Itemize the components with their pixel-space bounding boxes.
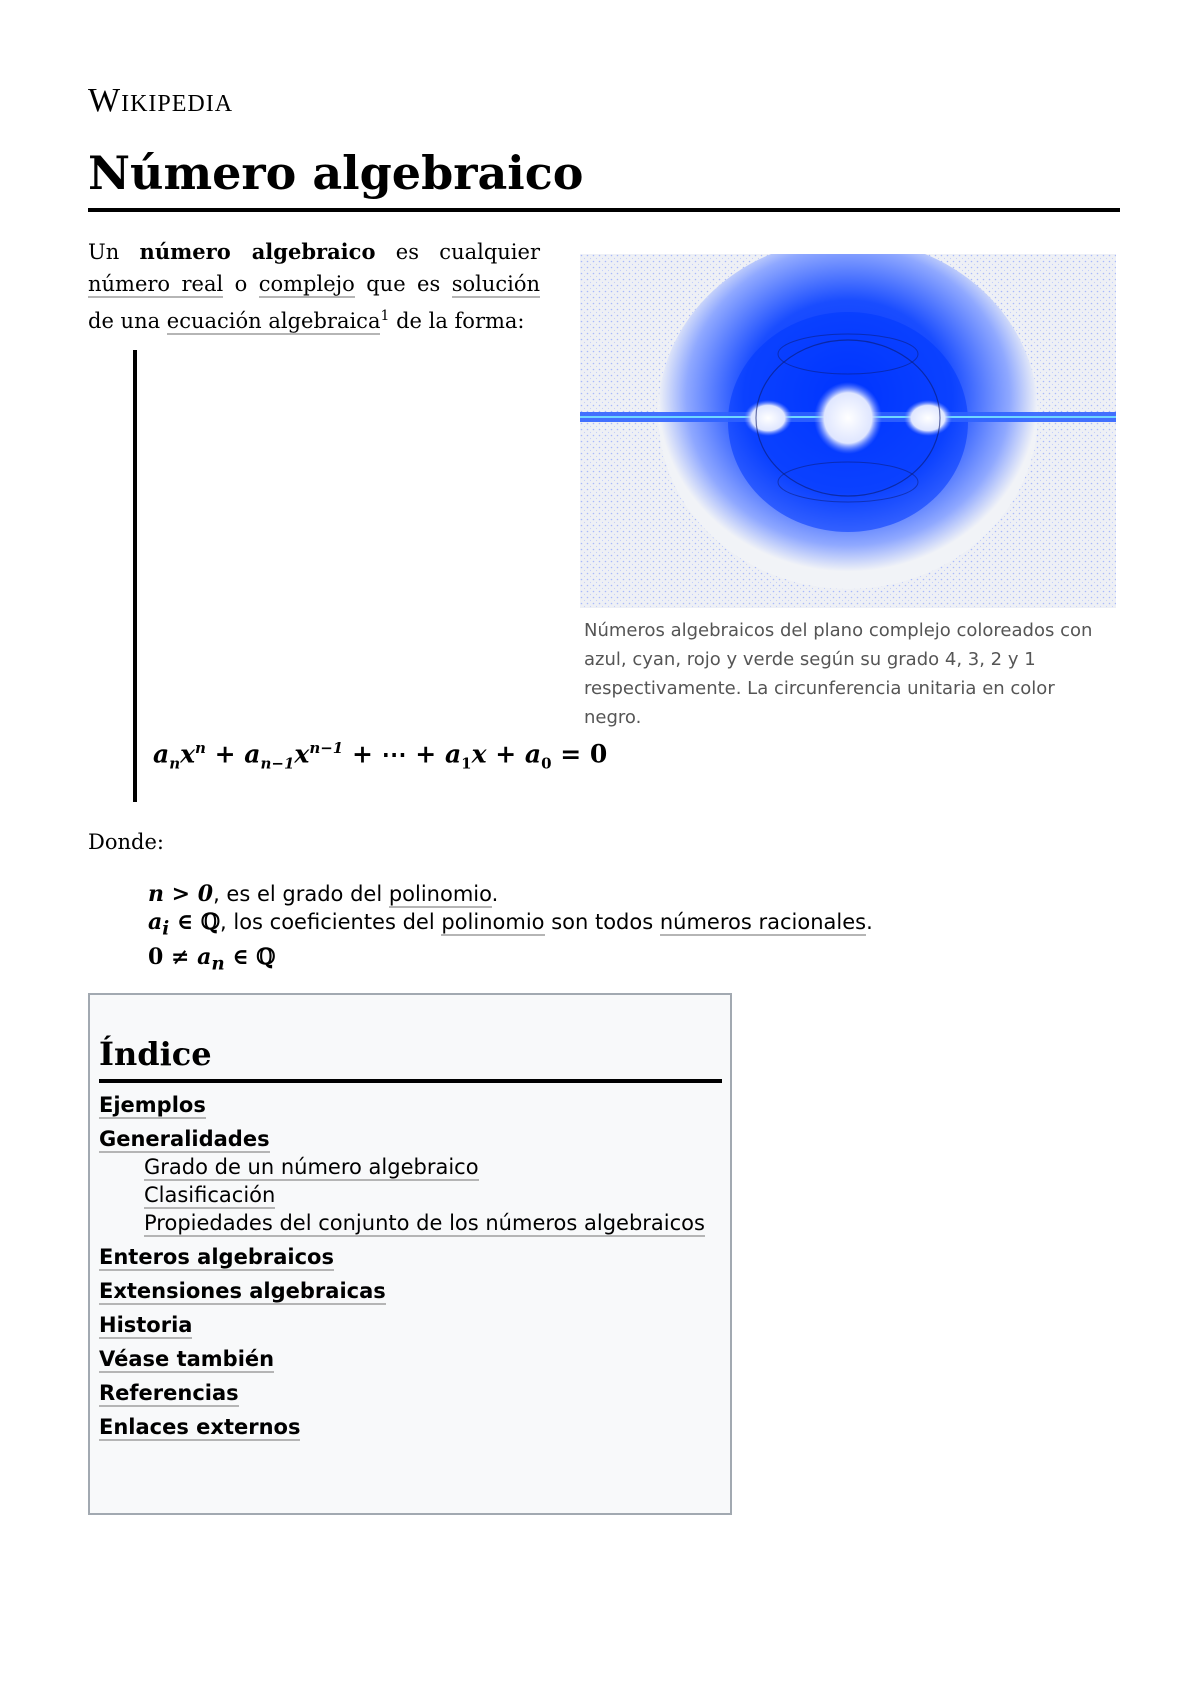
formula-symbol: n−1 xyxy=(309,738,344,757)
math-symbol: ∈ ℚ xyxy=(169,909,221,935)
math-symbol: n xyxy=(211,953,225,975)
formula-block xyxy=(133,350,608,802)
link-solucion[interactable]: solución xyxy=(451,272,541,296)
formula-symbol: 0 xyxy=(541,754,552,772)
definition-text: son todos xyxy=(544,910,660,934)
formula-symbol: 1 xyxy=(461,754,472,772)
link-numero-real[interactable]: número real xyxy=(88,272,224,296)
toc-item-label: Ejemplos xyxy=(99,1093,206,1117)
link-complejo[interactable]: complejo xyxy=(258,272,355,296)
intro-text: o xyxy=(223,272,259,296)
donde-label: Donde: xyxy=(88,830,164,854)
reference-1[interactable]: 1 xyxy=(380,308,390,324)
toc-subitem-propiedades[interactable] xyxy=(144,1211,722,1235)
toc-item-enlaces[interactable] xyxy=(99,1415,722,1439)
formula-symbol: n−1 xyxy=(260,754,295,772)
formula-symbol: n xyxy=(195,738,206,757)
table-of-contents xyxy=(88,993,732,1515)
wikipedia-wordmark[interactable]: Wikipedia xyxy=(88,82,234,119)
intro-term: número algebraico xyxy=(139,239,376,264)
definition-text: , es el grado del xyxy=(213,882,389,906)
definition-coefficients xyxy=(148,908,873,943)
toc-item-referencias[interactable] xyxy=(99,1381,722,1405)
formula-symbol: n xyxy=(169,754,181,772)
algebraic-numbers-plot-image[interactable] xyxy=(580,254,1116,608)
formula-symbol: x xyxy=(471,739,487,768)
page-title: Número algebraico xyxy=(88,146,1120,212)
formula-symbol: a xyxy=(444,739,462,768)
toc-item-label: Historia xyxy=(99,1313,193,1337)
link-numeros-racionales[interactable]: números racionales xyxy=(659,910,867,934)
math-symbol: a xyxy=(197,944,212,971)
definition-text: . xyxy=(866,910,873,934)
toc-item-extensiones[interactable] xyxy=(99,1279,722,1303)
toc-item-ejemplos[interactable] xyxy=(99,1093,722,1117)
toc-subitem-grado[interactable] xyxy=(144,1155,722,1179)
toc-item-vease[interactable] xyxy=(99,1347,722,1371)
intro-text: que es xyxy=(354,272,452,296)
formula-symbol: a xyxy=(153,739,170,768)
toc-item-label: Véase también xyxy=(99,1347,275,1371)
toc-item-label: Enlaces externos xyxy=(99,1415,301,1439)
toc-item-generalidades[interactable] xyxy=(99,1127,722,1235)
toc-item-historia[interactable] xyxy=(99,1313,722,1337)
formula-operator: + ⋯ + xyxy=(343,739,445,768)
toc-item-label: Enteros algebraicos xyxy=(99,1245,334,1269)
math-symbol: 0 ≠ xyxy=(148,944,198,971)
figure xyxy=(580,254,1116,732)
toc-subitem-clasificacion[interactable] xyxy=(144,1183,722,1207)
formula-symbol: x xyxy=(294,739,310,768)
intro-text: de una xyxy=(88,309,167,333)
intro-paragraph xyxy=(88,236,540,337)
toc-item-enteros[interactable] xyxy=(99,1245,722,1269)
formula-operator: + xyxy=(205,739,245,768)
link-ecuacion-algebraica[interactable]: ecuación algebraica xyxy=(166,309,381,333)
toc-item-label: Generalidades xyxy=(99,1127,270,1151)
definition-text: , los coeficientes del xyxy=(220,910,442,934)
intro-text: Un xyxy=(88,240,140,264)
intro-text: es cualquier xyxy=(375,240,540,264)
figure-caption: Números algebraicos del plano complejo coloreados con azul, cyan, rojo y verde según su grado 4, 3, 2 y 1 respectivamente. La circunferencia unitaria en color negro. xyxy=(584,620,1093,728)
toc-subitem-label: Clasificación xyxy=(144,1183,276,1207)
definitions xyxy=(148,880,873,979)
formula-symbol: x xyxy=(180,739,196,768)
formula-operator: + xyxy=(486,739,525,768)
intro-text: de la forma: xyxy=(389,309,525,333)
toc-subitem-label: Grado de un número algebraico xyxy=(144,1155,479,1179)
formula-symbol: a xyxy=(244,739,261,768)
formula-operator: = 0 xyxy=(551,739,608,768)
formula-symbol: a xyxy=(524,739,542,768)
definition-leading-coefficient xyxy=(148,943,873,978)
link-polinomio-2[interactable]: polinomio xyxy=(441,910,545,934)
math-inline xyxy=(148,909,221,940)
math-inline: n > 0 xyxy=(148,881,214,907)
toc-title: Índice xyxy=(99,1035,722,1083)
toc-item-label: Extensiones algebraicas xyxy=(99,1279,386,1303)
toc-subitem-label: Propiedades del conjunto de los números algebraicos xyxy=(144,1211,705,1235)
definition-text: . xyxy=(491,882,499,906)
math-inline xyxy=(148,944,276,975)
math-symbol: a xyxy=(148,909,163,935)
link-polinomio[interactable]: polinomio xyxy=(388,882,492,906)
toc-item-label: Referencias xyxy=(99,1381,239,1405)
math-symbol: ∈ ℚ xyxy=(224,944,276,971)
math-symbol: i xyxy=(162,918,170,940)
definition-degree xyxy=(148,880,873,908)
polynomial-equation xyxy=(153,739,607,772)
